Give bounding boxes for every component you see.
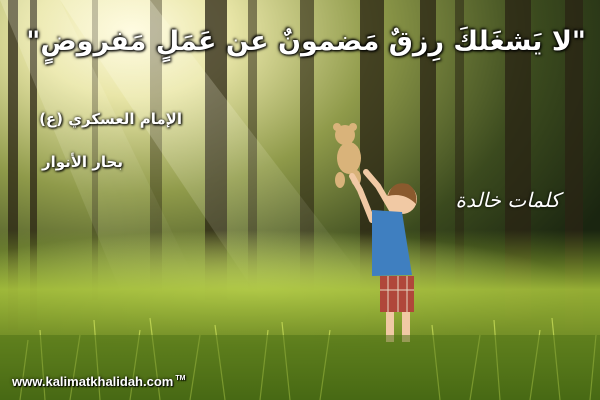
website-watermark (12, 374, 185, 389)
source-text: بحار الأنوار (41, 153, 123, 171)
trademark-mark: TM (175, 375, 186, 382)
calligraphy-logo (455, 178, 560, 234)
quote-text: "لا يَشغَلكَ رِزقٌ مَضمونٌ عن عَمَلٍ مَفروضٍ" (26, 26, 586, 57)
author-text: الإمام العسكري (ع) (39, 110, 182, 128)
website-url: www.kalimatkhalidah.com (12, 374, 174, 389)
logo-text: كلمات خالدة (455, 188, 560, 212)
